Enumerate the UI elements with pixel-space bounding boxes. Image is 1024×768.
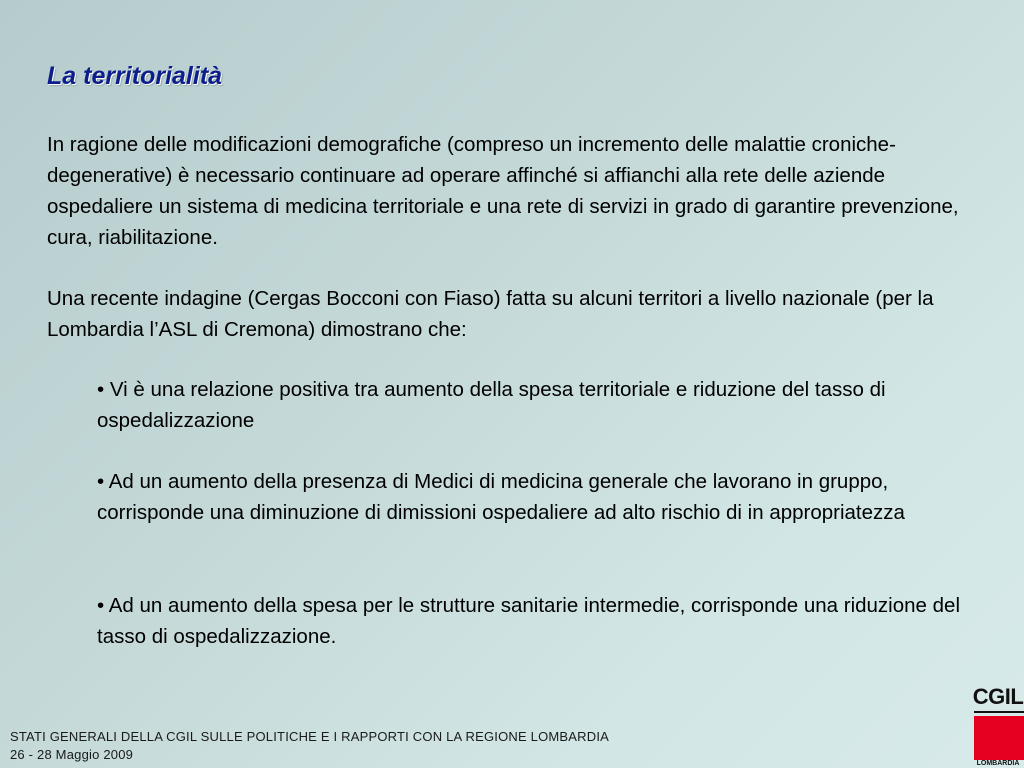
slide-footer <box>10 728 609 764</box>
footer-event-date: 26 - 28 Maggio 2009 <box>10 747 134 762</box>
footer-event-title: STATI GENERALI DELLA CGIL SULLE POLITICHE E I RAPPORTI CON LA REGIONE LOMBARDIA <box>10 729 610 744</box>
logo-wordmark: CGIL <box>972 684 1024 709</box>
logo-region: LOMBARDIA <box>976 760 1020 767</box>
bullet-item-medici-gruppo: • Ad un aumento della presenza di Medici di medicina generale che lavorano in gruppo, corrisponde una diminuzione di dimissioni ospedaliere ad alto rischio di in appropriatezza <box>97 470 905 524</box>
cgil-logo <box>972 684 1024 768</box>
bullet-item-strutture-intermedie: • Ad un aumento della spesa per le strutture sanitarie intermedie, corrisponde una riduzione del tasso di ospedalizzazione. <box>97 594 960 648</box>
logo-red-block <box>974 716 1024 760</box>
intro-paragraph: In ragione delle modificazioni demografiche (compreso un incremento delle malattie croniche-degenerative) è necessario continuare ad operare affinché si affianchi alla rete delle aziende ospedaliere un sistema di medicina territoriale e una rete di servizi in grado di garantire prevenzione, cura, riabilitazione. <box>47 133 959 249</box>
logo-underline <box>974 711 1024 713</box>
slide-title: La territorialità <box>47 62 223 90</box>
survey-paragraph: Una recente indagine (Cergas Bocconi con Fiaso) fatta su alcuni territori a livello nazionale (per la Lombardia l’ASL di Cremona) dimostrano che: <box>47 287 934 341</box>
bullet-item-spesa-territoriale: • Vi è una relazione positiva tra aumento della spesa territoriale e riduzione del tasso di ospedalizzazione <box>97 378 886 432</box>
